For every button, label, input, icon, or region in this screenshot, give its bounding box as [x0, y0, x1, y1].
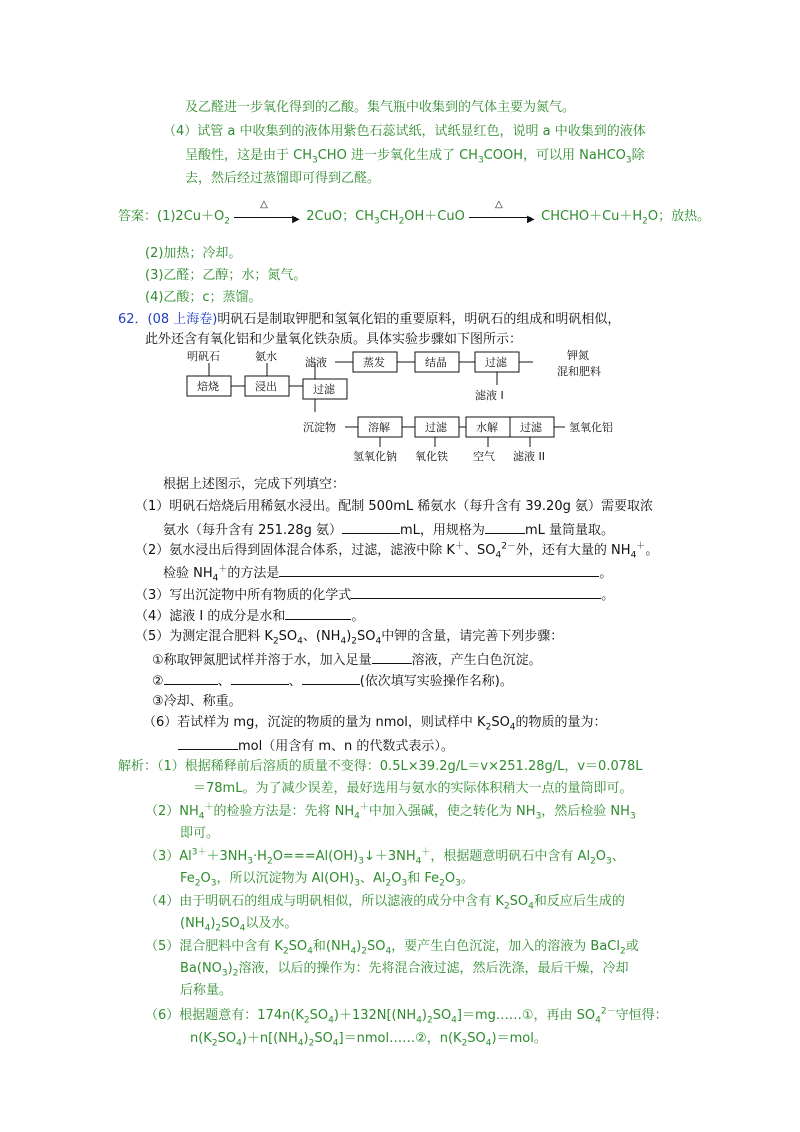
analysis-line [180, 915, 297, 933]
text-fragment: ，然后检验 NH [541, 804, 630, 819]
text-fragment: 。 [601, 588, 615, 603]
text-fragment: 4 [495, 550, 502, 561]
text-fragment: 解析： [118, 759, 158, 774]
text-fragment: 4 [297, 636, 303, 647]
question-part-1 [135, 498, 653, 516]
text-fragment: 4 [204, 923, 211, 934]
text-fragment: （3）写出沉淀物中所有物质的化学式 [135, 588, 352, 603]
text-fragment: 2 [361, 946, 368, 957]
text-line [145, 267, 306, 285]
text-fragment: SO [467, 1031, 486, 1046]
text-fragment: 3 [373, 216, 380, 227]
analysis-line [190, 1030, 547, 1048]
text-fragment: 3 [221, 968, 228, 979]
question-step [152, 650, 542, 670]
text-fragment: ，所以沉淀物为 Al(OH) [216, 871, 355, 886]
text-fragment: 2 [590, 856, 596, 867]
text-fragment: 4 [528, 901, 534, 912]
text-fragment: ② [152, 674, 164, 689]
label-jinchu: 浸出 [255, 380, 277, 393]
text-fragment: ) [346, 629, 352, 644]
text-fragment: 氨水（每升含有 251.28g 氨） [163, 523, 343, 538]
answer-blank[interactable] [178, 736, 238, 750]
text-fragment: 。 [351, 609, 365, 624]
label-zhengfa: 蒸发 [363, 356, 385, 369]
text-fragment: 、Al [360, 871, 386, 886]
text-fragment: △ [495, 198, 503, 210]
text-fragment: ＋ [218, 564, 228, 575]
text-fragment: ) [356, 939, 362, 954]
text-fragment: 中加入强碱，使之转化为 NH [368, 804, 536, 819]
text-line [185, 147, 645, 165]
text-fragment: ＋ [454, 541, 464, 552]
text-fragment: 3 [477, 155, 484, 166]
text-fragment: 即可。 [180, 826, 220, 841]
text-fragment: 明矾石是制取钾肥和氢氧化铝的重要原料，明矾石的组成和明矾相似， [217, 312, 621, 327]
text-fragment: 4 [385, 946, 392, 957]
text-fragment: ]＝mg……①，再由 SO [456, 1008, 596, 1023]
text-fragment: 2 [503, 901, 510, 912]
label-lvye: 滤液 [305, 356, 327, 369]
text-fragment: mol（用含有 m、n 的代数式表示）。 [238, 739, 454, 754]
label-mingfanshi: 明矾石 [187, 350, 220, 363]
text-fragment: （4）试管 a 中收集到的液体用紫色石蕊试纸，试纸显红色，说明 a 中收集到的液体 [163, 124, 646, 139]
question-part-4 [135, 606, 364, 626]
answer-blank[interactable] [279, 563, 599, 577]
text-fragment: (08 上海卷) [147, 312, 218, 327]
text-line [163, 123, 646, 141]
process-flowchart [185, 349, 685, 467]
text-fragment: 4 [350, 946, 357, 957]
text-fragment: 4 [354, 811, 360, 822]
text-fragment: SO [509, 894, 529, 909]
text-fragment: SO [217, 1031, 237, 1046]
text-fragment: 以及水。 [245, 916, 298, 931]
text-fragment: 2－ [600, 1006, 616, 1017]
label-guolv-1: 过滤 [313, 383, 335, 396]
text-fragment: SO [432, 1008, 452, 1023]
text-fragment: （6）若试样为 mg，沉淀的物质的量为 nmol，则试样中 K [143, 715, 486, 730]
text-fragment: 3 [455, 878, 461, 889]
text-fragment: 2 [282, 946, 289, 957]
text-fragment: ·H [253, 849, 267, 864]
text-fragment: 和 Fe [407, 871, 440, 886]
analysis-line [118, 758, 643, 776]
text-fragment: 。 [599, 566, 613, 581]
text-fragment: 溶液，以后的操作为：先将混合液过滤，然后洗涤，最后干燥，冷却 [238, 961, 629, 976]
text-fragment: （4）滤液 I 的成分是水和 [135, 609, 286, 624]
text-fragment: Fe [180, 871, 195, 886]
analysis-line [145, 1007, 668, 1025]
label-jiadan: 钾氮 [567, 349, 589, 362]
text-fragment: O [444, 871, 456, 886]
text-fragment: 2 [308, 1038, 315, 1049]
text-fragment: 3 [625, 155, 632, 166]
text-fragment: 。 [460, 871, 474, 886]
answer-blank[interactable] [351, 585, 601, 599]
label-lvye-2: 滤液 II [513, 450, 545, 463]
text-fragment: 2 [385, 878, 392, 889]
text-fragment: 2 [194, 878, 201, 889]
text-fragment: 、SO [463, 543, 496, 558]
text-fragment: 4 [239, 923, 246, 934]
text-fragment: 2 [266, 856, 273, 867]
text-fragment: ＋ [204, 802, 214, 813]
text-fragment: COOH，可以用 NaHCO [483, 148, 626, 163]
text-fragment: 4 [485, 1038, 492, 1049]
label-sodium-hydroxide: 氢氧化钠 [353, 450, 397, 463]
text-fragment: 根据上述图示，完成下列填空： [163, 477, 346, 492]
text-fragment: 4 [198, 811, 205, 822]
text-fragment: n(K [190, 1031, 212, 1046]
text-fragment: 2 [232, 968, 239, 979]
answer-equation [118, 198, 711, 227]
answer-blank[interactable] [372, 650, 412, 664]
text-fragment: mL，用规格为 [400, 523, 485, 538]
label-air: 空气 [473, 450, 495, 463]
text-fragment: 、(NH [302, 629, 341, 644]
text-line [185, 170, 380, 188]
text-fragment: O [200, 871, 211, 886]
text-fragment: 2 [303, 1015, 310, 1026]
label-lvye-1: 滤液 I [475, 389, 504, 402]
text-fragment: 除 [631, 148, 645, 163]
text-fragment: SO [221, 916, 240, 931]
text-line [185, 99, 575, 117]
text-line [145, 289, 262, 307]
text-fragment: 2－ [501, 541, 516, 552]
label-guolv: 过滤 [485, 356, 507, 369]
text-fragment: 3 [358, 856, 364, 867]
text-fragment: SO [278, 629, 298, 644]
question-part-2 [163, 563, 612, 583]
text-fragment: ＋3NH [206, 849, 248, 864]
text-fragment: 3 [535, 811, 542, 822]
text-fragment: 溶液，产生白色沉淀。 [411, 653, 542, 668]
text-fragment: 2 [439, 878, 445, 889]
text-fragment: 3 [247, 856, 254, 867]
text-fragment: O [595, 849, 607, 864]
text-fragment: (1)2Cu＋O [157, 209, 225, 224]
answer-blank[interactable] [342, 520, 400, 534]
text-fragment: 和(NH [312, 939, 351, 954]
heat-arrow-icon: △ ▶ [469, 210, 537, 224]
text-fragment: （1）明矾石焙烧后用稀氨水浸出。配制 500mL 稀氨水（每升含有 39.20g 氨）需要取浓 [135, 499, 653, 514]
text-fragment: 2 [272, 636, 279, 647]
question-step [152, 671, 513, 691]
label-chendianwu: 沉淀物 [303, 421, 336, 434]
analysis-line [145, 893, 625, 911]
text-fragment: 2 [426, 1015, 433, 1026]
text-fragment: 2 [351, 636, 358, 647]
text-line [145, 245, 241, 263]
text-fragment: CHO 进一步氧化生成了 CH [317, 148, 478, 163]
text-fragment: 3 [401, 878, 408, 889]
analysis-line [145, 848, 625, 866]
label-guolv-3: 过滤 [425, 421, 447, 434]
text-fragment: 2 [224, 216, 230, 227]
question-heading [118, 311, 620, 329]
text-fragment: 4 [416, 1015, 422, 1026]
text-fragment: O；放热。 [647, 209, 711, 224]
text-fragment: 4 [630, 550, 637, 561]
text-fragment: 4 [307, 946, 313, 957]
text-fragment: 4 [332, 1038, 339, 1049]
answer-blank[interactable] [485, 520, 525, 534]
text-fragment: 4 [236, 1038, 242, 1049]
text-fragment: 外，还有大量的 NH [515, 543, 631, 558]
text-fragment: 3 [210, 878, 217, 889]
text-fragment: (3)乙醛；乙醇；水；氮气。 [145, 268, 307, 283]
text-fragment: CHCHO＋Cu＋H [541, 209, 643, 224]
answer-blank[interactable] [164, 671, 218, 685]
text-fragment: ]＝nmol……②，n(K [338, 1031, 462, 1046]
text-line [145, 331, 522, 349]
analysis-line [180, 825, 219, 843]
text-fragment: SO [314, 1031, 333, 1046]
label-aluminum-hydroxide: 氢氧化铝 [569, 421, 613, 434]
text-fragment: 守恒得： [615, 1008, 668, 1023]
text-fragment: CH [379, 209, 399, 224]
question-part-5 [135, 628, 563, 646]
text-fragment: ＋ [421, 847, 431, 858]
analysis-line [145, 938, 639, 956]
answer-blank[interactable] [302, 671, 360, 685]
text-fragment: SO [357, 629, 376, 644]
text-fragment: 62． [118, 312, 148, 327]
question-part-6 [178, 736, 454, 756]
label-jiejing: 结晶 [425, 356, 447, 369]
text-fragment: 。 [645, 543, 659, 558]
text-fragment: SO [288, 939, 308, 954]
text-fragment: （2）氨水浸出后得到固体混合体系，过滤，滤液中除 K [135, 543, 455, 558]
text-fragment: SO [309, 1008, 329, 1023]
text-fragment: 、 [611, 849, 625, 864]
text-fragment: （6）根据题意有：174n(K [145, 1008, 304, 1023]
text-fragment: )＋132N[(NH [333, 1008, 417, 1023]
question-part-2 [135, 542, 658, 560]
text-fragment: 4 [509, 722, 516, 733]
text-fragment: （5）为测定混合肥料 K [135, 629, 273, 644]
text-fragment: 2 [461, 1038, 468, 1049]
text-fragment: )＋n[(NH [241, 1031, 298, 1046]
question-part-6 [143, 714, 607, 732]
text-fragment: OH＋CuO [404, 209, 465, 224]
text-fragment: ＋ [359, 802, 369, 813]
question-step [152, 693, 242, 711]
text-fragment: ) [227, 961, 233, 976]
text-fragment: 4 [328, 1015, 334, 1026]
label-fenshao: 焙烧 [197, 380, 219, 393]
text-fragment: mL 量筒量取。 [524, 523, 614, 538]
label-rongjie: 溶解 [368, 421, 390, 434]
question-part-1 [163, 520, 614, 540]
text-fragment: 4 [451, 1015, 457, 1026]
text-fragment: 、 [288, 674, 302, 689]
text-fragment: 4 [212, 573, 219, 584]
text-fragment: 的物质的量为： [515, 715, 607, 730]
text-fragment: ，根据题意明矾石中含有 Al [430, 849, 591, 864]
text-fragment: 3 [606, 856, 612, 867]
label-fertilizer: 混和肥料 [557, 365, 601, 378]
text-fragment: 2 [211, 1038, 218, 1049]
text-fragment: (NH [180, 916, 205, 931]
text-fragment: (4)乙酸；c；蒸馏。 [145, 290, 262, 305]
text-fragment: O [391, 871, 402, 886]
label-anshui: 氨水 [255, 350, 277, 363]
text-fragment: 中钾的含量，请完善下列步骤： [381, 629, 564, 644]
text-fragment: 2 [642, 216, 648, 227]
text-fragment: △ [260, 198, 268, 210]
text-fragment: 答案： [118, 209, 158, 224]
text-fragment: 4 [297, 1038, 304, 1049]
text-fragment: （2）NH [145, 804, 199, 819]
text-fragment: 3 [629, 811, 636, 822]
text-fragment: （4）由于明矾石的组成与明矾相似，所以滤液的成分中含有 K [145, 894, 504, 909]
text-fragment: （1）根据稀释前后溶质的质量不变得：0.5L×39.2g/L＝v×251.28g/L，v＝0.078L [157, 759, 643, 774]
text-fragment: (2)加热；冷却。 [145, 246, 242, 261]
answer-blank[interactable] [231, 671, 289, 685]
text-fragment: (依次填写实验操作名称)。 [359, 674, 513, 689]
label-shuijie: 水解 [476, 421, 498, 434]
text-fragment: 2 [398, 216, 405, 227]
analysis-line [180, 982, 232, 1000]
text-fragment: 的方法是 [227, 566, 280, 581]
text-fragment: ＋ [636, 541, 646, 552]
text-fragment: 3＋ [191, 847, 207, 858]
analysis-line [193, 780, 632, 798]
text-fragment: 和反应后生成的 [533, 894, 625, 909]
question-part-3 [135, 585, 614, 605]
text-line [163, 476, 345, 494]
text-fragment: ) [303, 1031, 309, 1046]
text-fragment: 此外还含有氧化铝和少量氧化铁杂质。具体实验步骤如下图所示： [145, 332, 523, 347]
heat-arrow-icon: △ ▶ [234, 210, 302, 224]
text-fragment: 2 [215, 923, 222, 934]
label-guolv-4: 过滤 [520, 421, 542, 434]
text-fragment: （5）混合肥料中含有 K [145, 939, 283, 954]
text-fragment: 去，然后经过蒸馏即可得到乙醛。 [185, 171, 381, 186]
text-fragment: ) [421, 1008, 427, 1023]
text-fragment: 2 [485, 722, 492, 733]
text-fragment: 4 [340, 636, 347, 647]
analysis-line [180, 960, 628, 978]
text-fragment: 或 [625, 939, 639, 954]
text-fragment: ③冷却、称重。 [152, 694, 242, 709]
text-fragment: ↓＋3NH [364, 849, 416, 864]
text-fragment: 检验 NH [163, 566, 213, 581]
text-fragment: 3 [354, 878, 360, 889]
text-fragment: SO [491, 715, 510, 730]
text-fragment: 、 [217, 674, 231, 689]
text-fragment: Ba(NO [180, 961, 222, 976]
analysis-line [145, 803, 636, 821]
text-fragment: 及乙醛进一步氧化得到的乙酸。集气瓶中收集到的气体主要为氮气。 [185, 100, 576, 115]
text-fragment: 2 [619, 946, 626, 957]
text-fragment: 4 [415, 856, 422, 867]
text-fragment: ) [210, 916, 216, 931]
text-fragment: 呈酸性，这是由于 CH [185, 148, 312, 163]
text-fragment: )＝mol。 [491, 1031, 547, 1046]
text-fragment: SO [367, 939, 386, 954]
text-fragment: O===Al(OH) [272, 849, 359, 864]
text-fragment: 2CuO；CH [306, 209, 374, 224]
text-fragment: ，要产生白色沉淀，加入的溶液为 BaCl [391, 939, 620, 954]
text-fragment: 4 [375, 636, 382, 647]
text-fragment: 3 [312, 155, 318, 166]
text-fragment: ①称取钾氮肥试样并溶于水，加入足量 [152, 653, 372, 668]
label-iron-oxide: 氧化铁 [415, 450, 448, 463]
text-fragment: 的检验方法是：先将 NH [213, 804, 355, 819]
analysis-line [180, 870, 474, 888]
text-fragment: （3）Al [145, 849, 192, 864]
text-fragment: 4 [595, 1015, 601, 1026]
text-fragment: 后称量。 [180, 983, 233, 998]
answer-blank[interactable] [285, 606, 351, 620]
text-fragment: ＝78mL。为了减少误差，最好选用与氨水的实际体积稍大一点的量筒即可。 [193, 781, 633, 796]
